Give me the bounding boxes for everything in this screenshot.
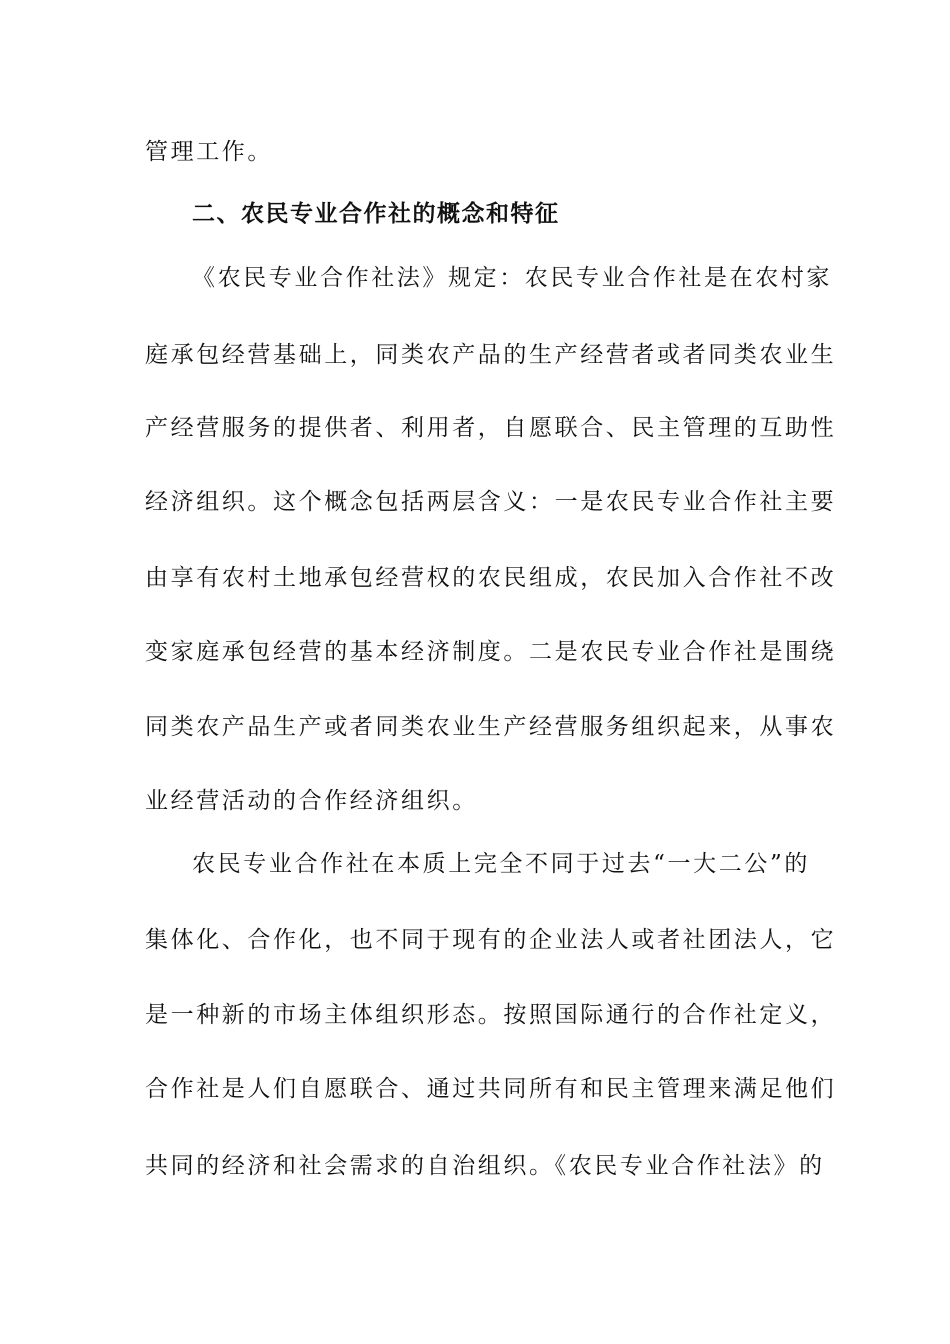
text-line: 产经营服务的提供者、利用者，自愿联合、民主管理的互助性 [145,415,837,441]
text-line: 庭承包经营基础上，同类农产品的生产经营者或者同类农业生 [145,342,837,368]
text-line: 同类农产品生产或者同类农业生产经营服务组织起来，从事农 [145,714,837,740]
text-line: 共同的经济和社会需求的自治组织。《农民专业合作社法》的 [145,1153,825,1179]
text-line: 变家庭承包经营的基本经济制度。二是农民专业合作社是围绕 [145,639,837,665]
text-line: 管理工作。 [145,139,273,165]
text-line: 经济组织。这个概念包括两层含义：一是农民专业合作社主要 [145,489,837,515]
text-line: 业经营活动的合作经济组织。 [145,788,478,814]
text-line: 农民专业合作社在本质上完全不同于过去“一大二公”的 [192,851,810,877]
text-line: 是一种新的市场主体组织形态。按照国际通行的合作社定义， [145,1002,837,1028]
text-line: 由享有农村土地承包经营权的农民组成，农民加入合作社不改 [145,565,837,591]
section-heading: 二、农民专业合作社的概念和特征 [192,201,560,227]
text-line: 集体化、合作化，也不同于现有的企业法人或者社团法人，它 [145,927,837,953]
text-line: 合作社是人们自愿联合、通过共同所有和民主管理来满足他们 [145,1076,837,1102]
text-line: 《农民专业合作社法》规定：农民专业合作社是在农村家 [192,265,832,291]
